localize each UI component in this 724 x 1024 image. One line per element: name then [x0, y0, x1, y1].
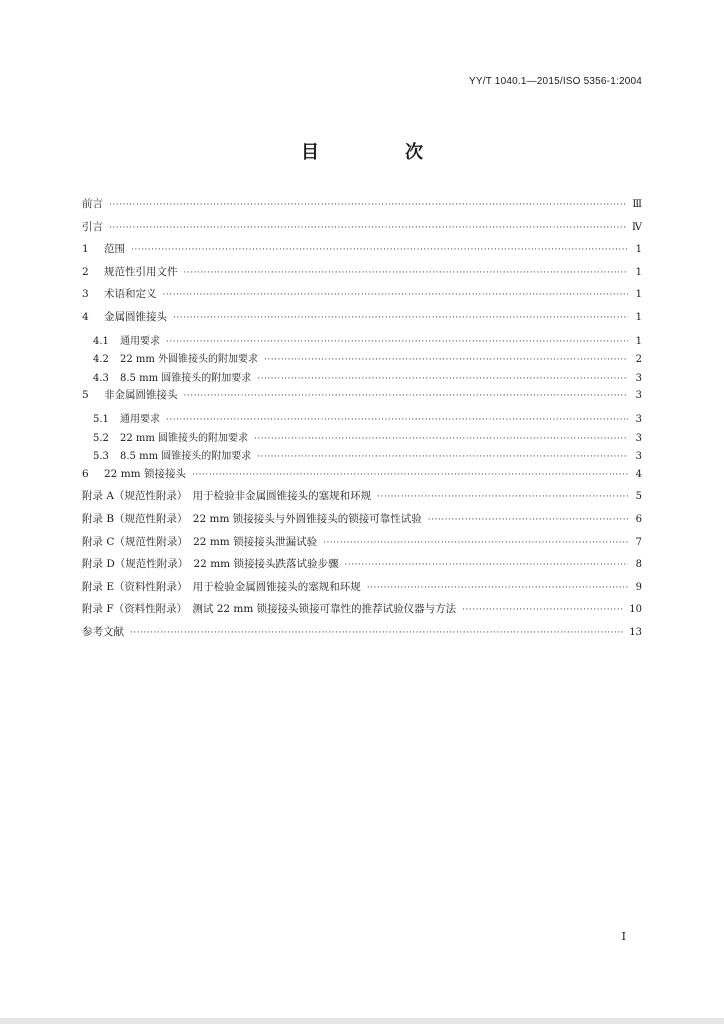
toc-dot-leader [166, 415, 628, 425]
toc-entry-number: 5.3 [93, 451, 109, 463]
toc-dot-leader [428, 515, 628, 525]
toc-entry-label: 8.5 mm 圆锥接头的附加要求 [120, 451, 252, 463]
toc-entry-page: Ⅲ [632, 199, 642, 210]
toc-entry-label: 22 mm 外圆锥接头的附加要求 [120, 354, 259, 366]
toc-entry-number: 3 [82, 288, 89, 301]
toc-dot-leader [192, 470, 628, 480]
toc-dot-leader [184, 268, 629, 278]
toc-entry[interactable] [82, 534, 642, 557]
toc-entry-number: 5 [82, 389, 89, 402]
toc-entry-page: 10 [629, 604, 642, 616]
toc-entry-label: 附录 B（规范性附录） 22 mm 锁接接头与外圆锥接头的锁接可靠性试验 [82, 512, 422, 525]
toc-dot-leader [257, 374, 628, 384]
toc-dot-leader [173, 313, 628, 323]
toc-entry[interactable] [82, 309, 642, 332]
toc-entry-page: Ⅳ [632, 221, 642, 233]
toc-dot-leader [264, 355, 628, 365]
toc-entry-page: 3 [635, 390, 642, 402]
toc-entry-page: 1 [635, 311, 642, 323]
toc-entry[interactable] [82, 264, 642, 287]
toc-dot-leader [131, 245, 628, 255]
toc-entry-page: 1 [635, 244, 642, 256]
document-code: YY/T 1040.1—2015/ISO 5356-1:2004 [468, 76, 642, 87]
toc-entry-page: 9 [635, 581, 642, 593]
toc-dot-leader [130, 628, 623, 638]
toc-dot-leader [109, 223, 626, 233]
toc-dot-leader [109, 200, 626, 210]
toc-entry[interactable] [82, 511, 642, 534]
toc-entry-label: 附录 C（规范性附录） 22 mm 锁接接头泄漏试验 [82, 535, 318, 548]
toc-entry-label: 附录 D（规范性附录） 22 mm 锁接接头跌落试验步骤 [82, 558, 339, 571]
table-of-contents [82, 196, 642, 646]
toc-entry-label: 术语和定义 [104, 288, 157, 301]
toc-entry-label: 引言 [82, 220, 103, 233]
toc-entry-label: 附录 E（资料性附录） 用于检验金属圆锥接头的塞规和环规 [82, 580, 361, 593]
toc-entry-number: 2 [82, 265, 89, 278]
toc-entry-label: 规范性引用文件 [104, 265, 178, 278]
toc-entry-label: 附录 F（资料性附录） 测试 22 mm 锁接接头锁接可靠性的推荐试验仪器与方法 [82, 603, 457, 616]
toc-entry[interactable] [82, 219, 642, 242]
toc-entry[interactable] [82, 332, 642, 351]
toc-entry-page: 3 [635, 413, 642, 425]
toc-entry-page: 4 [635, 468, 642, 480]
toc-dot-leader [377, 492, 628, 502]
toc-dot-leader [344, 560, 628, 570]
toc-entry-page: 1 [635, 289, 642, 301]
toc-entry[interactable] [82, 556, 642, 579]
toc-dot-leader [462, 605, 623, 615]
toc-entry-label: 通用要求 [120, 335, 160, 347]
page-title: 目 次 [301, 142, 457, 163]
toc-entry[interactable] [82, 429, 642, 448]
toc-entry[interactable] [82, 350, 642, 369]
toc-dot-leader [163, 290, 629, 300]
toc-entry[interactable] [82, 410, 642, 429]
toc-entry-number: 4.3 [93, 372, 109, 384]
toc-entry-page: 2 [635, 354, 642, 366]
toc-entry[interactable] [82, 241, 642, 264]
toc-entry-page: 5 [635, 491, 642, 503]
toc-entry-number: 4 [82, 310, 89, 323]
toc-entry-label: 非金属圆锥接头 [104, 389, 178, 402]
toc-entry[interactable] [82, 488, 642, 511]
toc-entry[interactable] [82, 286, 642, 309]
toc-dot-leader [367, 583, 628, 593]
toc-entry[interactable] [82, 369, 642, 388]
toc-entry-label: 金属圆锥接头 [104, 310, 167, 323]
toc-entry-page: 3 [635, 372, 642, 384]
toc-entry-page: 6 [635, 513, 642, 525]
toc-entry-page: 7 [635, 536, 642, 548]
toc-entry-label: 前言 [82, 198, 103, 210]
toc-entry-label: 附录 A（规范性附录） 用于检验非金属圆锥接头的塞规和环规 [82, 490, 372, 503]
toc-entry[interactable] [82, 196, 642, 219]
toc-entry-page: 13 [629, 626, 642, 638]
toc-entry-page: 8 [635, 559, 642, 571]
toc-entry[interactable] [82, 387, 642, 410]
bottom-divider [0, 1018, 724, 1024]
toc-entry[interactable] [82, 447, 642, 466]
toc-entry[interactable] [82, 624, 642, 647]
toc-entry-label: 通用要求 [120, 413, 160, 425]
toc-dot-leader [254, 434, 628, 444]
toc-entry-page: 3 [635, 451, 642, 463]
toc-entry-label: 8.5 mm 圆锥接头的附加要求 [120, 372, 252, 384]
toc-entry-number: 5.2 [93, 432, 109, 444]
toc-entry[interactable] [82, 579, 642, 602]
toc-dot-leader [323, 538, 628, 548]
toc-entry-label: 范围 [104, 243, 125, 256]
toc-dot-leader [257, 452, 628, 462]
toc-entry-number: 1 [82, 243, 89, 256]
toc-entry-number: 6 [82, 467, 89, 480]
toc-dot-leader [184, 391, 629, 401]
toc-entry-page: 3 [635, 432, 642, 444]
toc-entry[interactable] [82, 601, 642, 624]
toc-entry-number: 4.2 [93, 354, 109, 366]
toc-entry-label: 22 mm 锁接接头 [104, 467, 186, 480]
toc-entry-page: 1 [635, 335, 642, 347]
toc-dot-leader [166, 337, 628, 347]
toc-entry[interactable] [82, 466, 642, 489]
toc-entry-number: 4.1 [93, 335, 109, 347]
toc-entry-label: 参考文献 [82, 625, 124, 638]
toc-entry-number: 5.1 [93, 413, 109, 425]
page-number: I [621, 930, 626, 943]
toc-entry-label: 22 mm 圆锥接头的附加要求 [120, 432, 249, 444]
toc-entry-page: 1 [635, 266, 642, 278]
